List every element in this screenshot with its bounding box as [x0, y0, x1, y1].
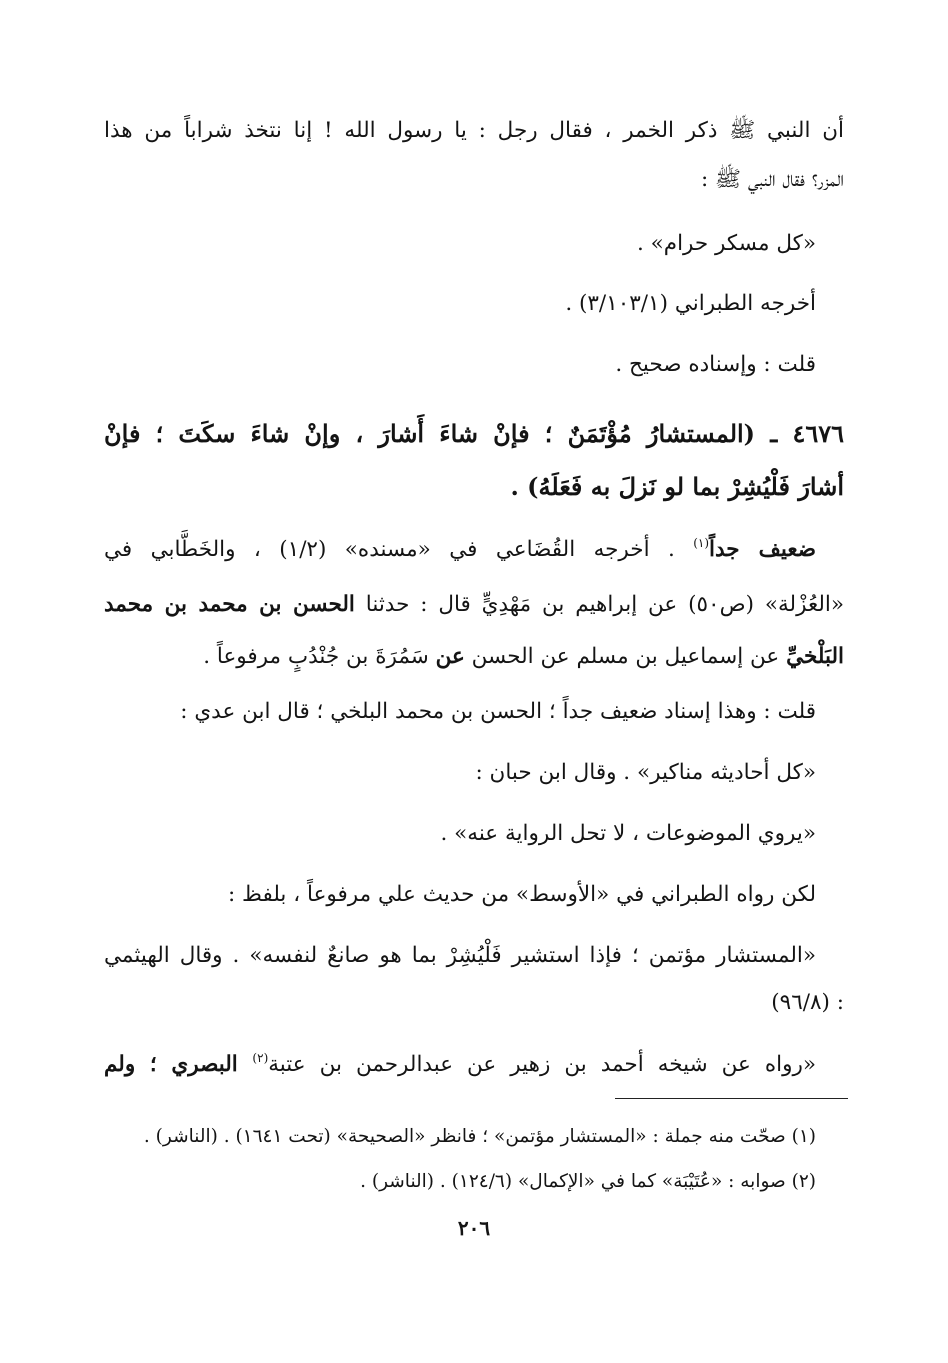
grading-line: قلت : وإسناده صحيح . — [615, 352, 816, 377]
continuation-text: «رواه عن شيخه أحمد بن زهير عن عبدالرحمن بن عتبة — [268, 1052, 816, 1077]
body-line-2: المزر؟ فقال النبي ﷺ : — [700, 167, 844, 192]
takhrij-text-3: عن إسماعيل بن مسلم عن الحسن — [464, 644, 787, 669]
grading-label: ضعيف جداً — [709, 537, 817, 562]
discussion-line-4: لكن رواه الطبراني في «الأوسط» من حديث علي مرفوعاً ، بلفظ : — [227, 882, 816, 907]
takhrij-line-1 — [104, 533, 844, 567]
takhrij-line-2 — [104, 588, 844, 622]
discussion-line-3: «يروي الموضوعات ، لا تحل الرواية عنه» . — [440, 821, 816, 846]
takhrij-text-1: . أخرجه القُضَاعي في «مسنده» (١/٢) ، والخَطَّابي في — [104, 537, 694, 562]
quote-line: «كل مسكر حرام» . — [636, 231, 816, 256]
page-number: ٢٠٦ — [457, 1216, 491, 1240]
takhrij-text-4: سَمُرَةَ بن جُنْدُبٍ مرفوعاً . — [203, 644, 436, 669]
discussion-line-6: : (٩٦/٨) — [771, 990, 844, 1015]
discussion-line-5: «المستشار مؤتمن ؛ فإذا استشير فَلْيُشِرْ بما هو صانعٌ لنفسه» . وقال الهيثمي — [104, 943, 816, 968]
discussion-line-1: قلت : وهذا إسناد ضعيف جداً ؛ الحسن بن محمد البلخي ؛ قال ابن عدي : — [180, 699, 816, 724]
takhrij-an: عن — [435, 644, 465, 669]
hadith-heading-line-1: ٤٦٧٦ ـ (المستشارُ مُؤْتَمَنٌ ؛ فإنْ شاءَ أَشارَ ، وإنْ شاءَ سكَتَ ؛ فإنْ — [104, 419, 844, 448]
continuation-line — [104, 1048, 844, 1082]
footnote-ref-1: (١) — [693, 536, 710, 550]
discussion-line-2: «كل أحاديثه مناكير» . وقال ابن حبان : — [475, 760, 816, 785]
footnote-ref-2: (٢) — [252, 1051, 269, 1065]
narrator-name: الحسن بن محمد بن محمد — [104, 592, 355, 617]
continuation-text-end: البصري ؛ ولم — [104, 1052, 253, 1077]
hadith-heading-line-2: أشارَ فَلْيُشِرْ بما لو نَزلَ به فَعَلَهُ) . — [510, 472, 844, 501]
footnote-1: (١) صحّت منه جملة : «المستشار مؤتمن» ؛ فانظر «الصحيحة» (تحت ١٦٤١) . (الناشر) . — [143, 1126, 816, 1147]
footnote-2: (٢) صوابه : «عُتَيْبَة» كما في «الإكمال» (١٢٤/٦) . (الناشر) . — [360, 1171, 816, 1192]
narrator-nisba: البَلْخيِّ — [786, 644, 844, 669]
source-line: أخرجه الطبراني (٣/١٠٣/١) . — [565, 291, 816, 316]
takhrij-text-2: «العُزْلة» (ص٥٠) عن إبراهيم بن مَهْدِيٍّ قال : حدثنا — [354, 592, 844, 617]
takhrij-line-3 — [104, 640, 844, 674]
footnote-separator — [615, 1098, 848, 1099]
body-line-1: أن النبي ﷺ ذكر الخمر ، فقال رجل : يا رسول الله ! إنا نتخذ شراباً من هذا — [104, 118, 844, 143]
